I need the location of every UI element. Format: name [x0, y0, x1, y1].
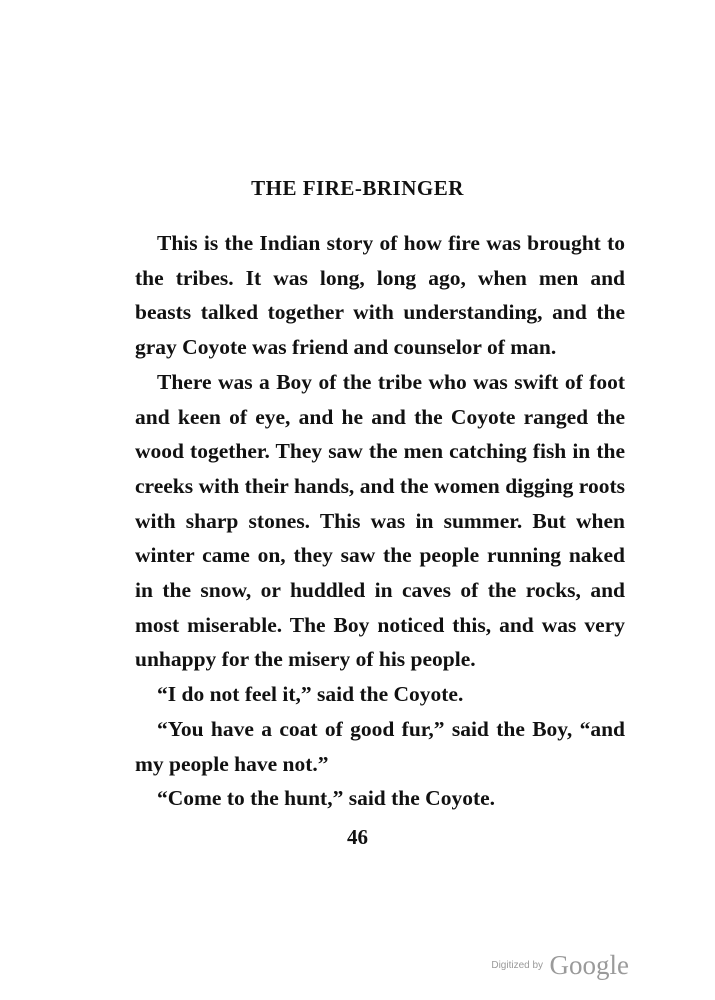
paragraph-5: “Come to the hunt,” said the Coyote.	[157, 786, 496, 811]
body-text	[135, 226, 625, 816]
watermark-brand: Google	[549, 950, 629, 980]
paragraph-1: This is the Indian story of how fire was brought to the tribes. It was long, long ago, when men and beasts talked together with understanding, and the gray Coyote was friend and counselor of man.	[135, 231, 625, 360]
chapter-title: THE FIRE-BRINGER	[251, 176, 464, 200]
digitized-watermark	[491, 950, 629, 981]
page-number: 46	[347, 825, 368, 849]
paragraph-2: There was a Boy of the tribe who was swift of foot and keen of eye, and he and the Coyote ranged the wood together. They saw the men catching fish in the creeks with their hands, and the women digging roots with sharp stones. This was in summer. But when winter came on, they saw the people running naked in the snow, or huddled in caves of the rocks, and most miserable. The Boy noticed this, and was very unhappy for the misery of his people.	[135, 369, 625, 672]
watermark-prefix: Digitized by	[491, 960, 544, 971]
paragraph-3: “I do not feel it,” said the Coyote.	[157, 682, 464, 707]
paragraph-4: “You have a coat of good fur,” said the Boy, “and my people have not.”	[135, 716, 625, 776]
